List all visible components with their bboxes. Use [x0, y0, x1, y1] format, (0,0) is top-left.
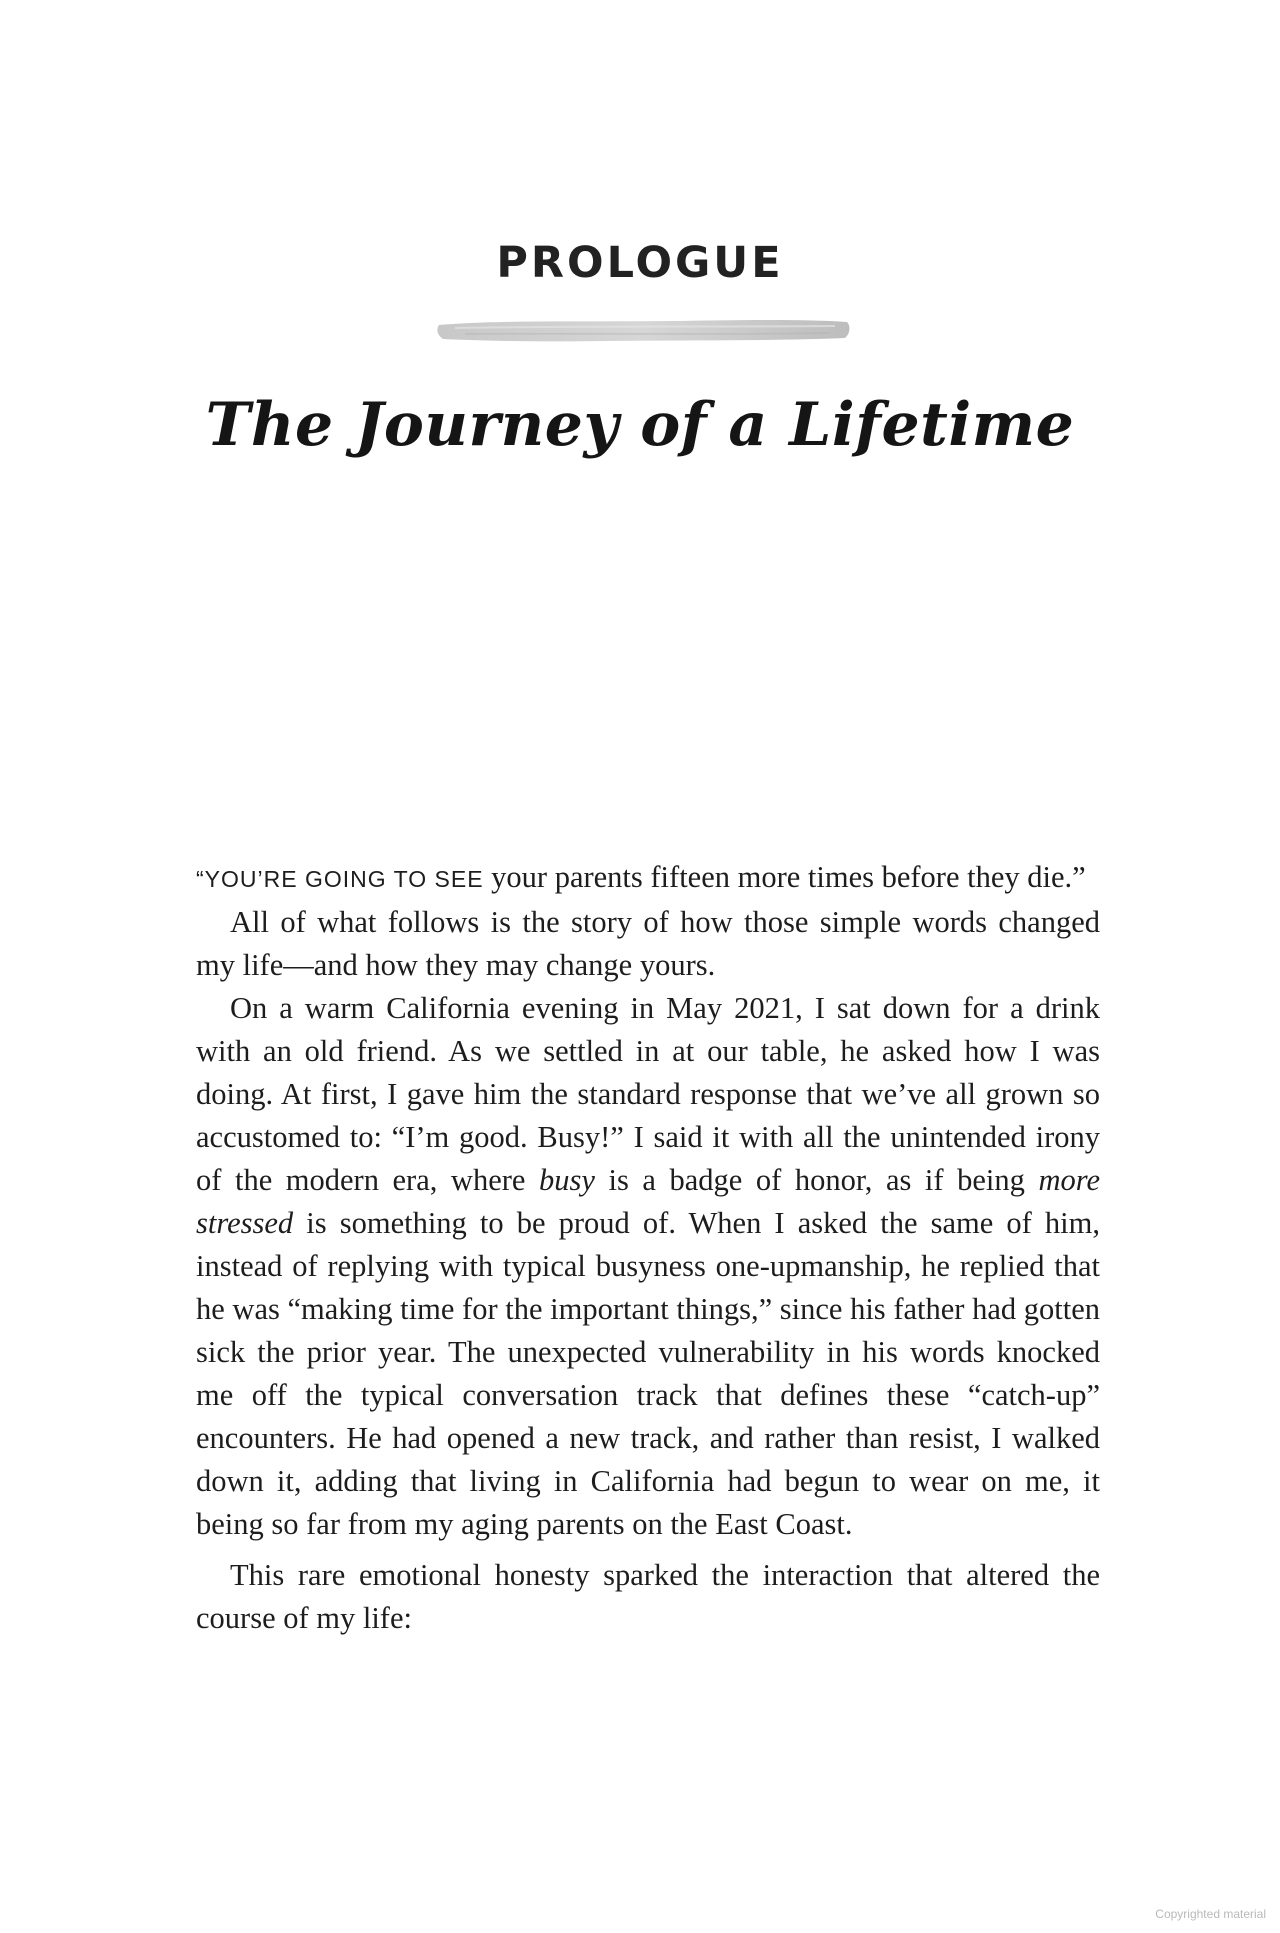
body-text: [196, 856, 1100, 1640]
lead-in-smallcaps: “YOU’RE GOING TO SEE: [196, 866, 484, 892]
chapter-label: PROLOGUE: [496, 238, 784, 288]
brush-stroke-divider: [435, 316, 853, 344]
emphasis-busy: busy: [539, 1163, 595, 1197]
copyright-watermark: Copyrighted material: [1155, 1907, 1266, 1921]
paragraph-3: [196, 987, 1100, 1546]
emphasis-more-stressed: more stressed: [196, 1163, 1100, 1240]
paragraph-3-part-b: is a badge of honor, as if being: [594, 1163, 1039, 1197]
paragraph-3-part-a: On a warm California evening in May 2021, I sat down for a drink with an old friend. As we settled in at our table, he asked how I was doing. At first, I gave him the standard response that we’ve all grown so accustomed to: “I’m good. Busy!” I said it with all the unintended irony of the modern era, where: [196, 991, 1100, 1197]
paragraph-2: All of what follows is the story of how those simple words changed my life—and how they may change yours.: [196, 905, 1100, 982]
paragraph-1: [196, 856, 1100, 901]
paragraph-4: This rare emotional honesty sparked the interaction that altered the course of my life:: [196, 1558, 1100, 1635]
paragraph-3-part-c: is something to be proud of. When I asked the same of him, instead of replying with typical busyness one-upmanship, he replied that he was “making time for the important things,” since his father had gotten sick the prior year. The unexpected vulnerability in his words knocked me off the typical conversation track that defines these “catch-up” encounters. He had opened a new track, and rather than resist, I walked down it, adding that living in California had begun to wear on me, it being so far from my aging parents on the East Coast.: [196, 1206, 1100, 1541]
chapter-title: The Journey of a Lifetime: [205, 390, 1075, 460]
paragraph-1-text: your parents fifteen more times before they die.”: [483, 860, 1086, 894]
